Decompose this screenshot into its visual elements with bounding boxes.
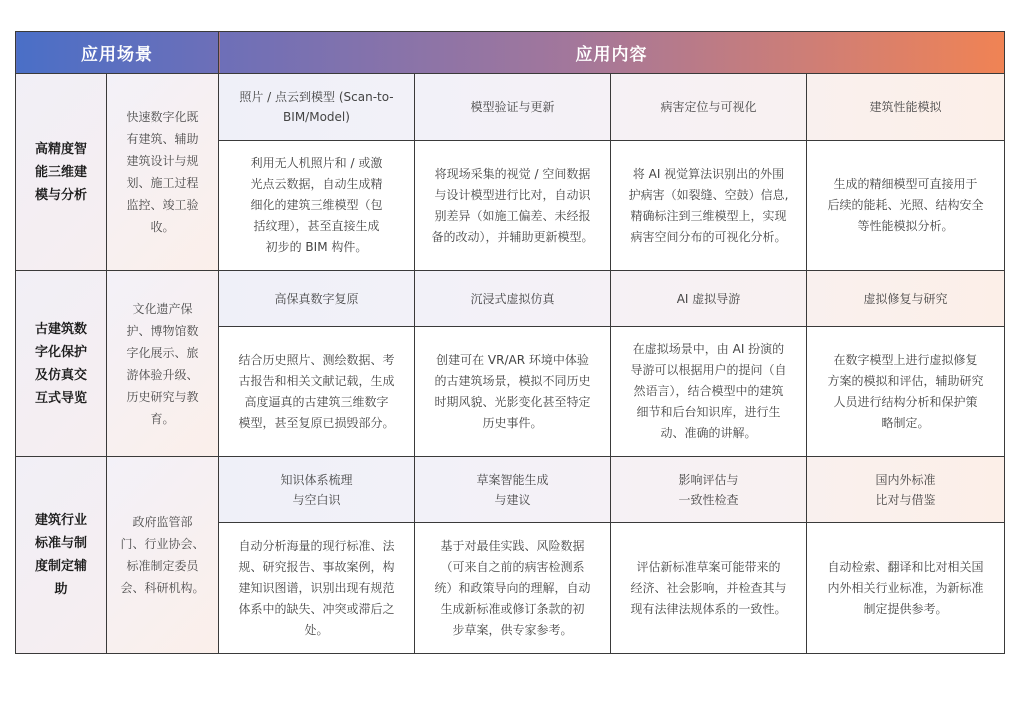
item-content: 自动分析海量的现行标准、法 规、研究报告、事故案例，构 建知识图谱，识别出现有规范 体系中的缺失、冲突或滞后之 处。 xyxy=(219,523,415,654)
item-content: 结合历史照片、测绘数据、考 古报告和相关文献记载，生成 高度逼真的古建筑三维数字 模型，甚至复原已损毁部分。 xyxy=(219,327,415,457)
item-content: 利用无人机照片和 / 或激 光点云数据，自动生成精 细化的建筑三维模型（包 括纹理），甚至直接生成 初步的 BIM 构件。 xyxy=(219,141,415,271)
item-content: 在数字模型上进行虚拟修复 方案的模拟和评估，辅助研究 人员进行结构分析和保护策 略制定。 xyxy=(807,327,1005,457)
item-title: 建筑性能模拟 xyxy=(807,74,1005,141)
scene-name: 建筑行业 标准与制 度制定辅 助 xyxy=(16,457,107,654)
item-content: 生成的精细模型可直接用于 后续的能耗、光照、结构安全 等性能模拟分析。 xyxy=(807,141,1005,271)
scene-description: 文化遗产保 护、博物馆数 字化展示、旅 游体验升级、 历史研究与教 育。 xyxy=(107,271,219,457)
scene-name: 高精度智 能三维建 模与分析 xyxy=(16,74,107,271)
row-1-titles xyxy=(16,74,1005,141)
application-table-container xyxy=(15,31,1004,653)
item-content: 将 AI 视觉算法识别出的外围 护病害（如裂缝、空鼓）信息, 精确标注到三维模型上，实现 病害空间分布的可视化分析。 xyxy=(611,141,807,271)
item-title: 沉浸式虚拟仿真 xyxy=(415,271,611,327)
item-content: 基于对最佳实践、风险数据 （可来自之前的病害检测系 统）和政策导向的理解，自动 生成新标准或修订条款的初 步草案，供专家参考。 xyxy=(415,523,611,654)
item-title: 知识体系梳理 与空白识 xyxy=(219,457,415,523)
header-content: 应用内容 xyxy=(219,32,1005,74)
header-scene: 应用场景 xyxy=(16,32,219,74)
scene-description: 快速数字化既 有建筑、辅助 建筑设计与规 划、施工过程 监控、竣工验 收。 xyxy=(107,74,219,271)
item-content: 将现场采集的视觉 / 空间数据 与设计模型进行比对，自动识 别差异（如施工偏差、未经报 备的改动），并辅助更新模型。 xyxy=(415,141,611,271)
item-content: 自动检索、翻译和比对相关国 内外相关行业标准，为新标准 制定提供参考。 xyxy=(807,523,1005,654)
item-content: 创建可在 VR/AR 环境中体验 的古建筑场景，模拟不同历史 时期风貌、光影变化甚至特定 历史事件。 xyxy=(415,327,611,457)
item-content: 评估新标准草案可能带来的 经济、社会影响，并检查其与 现有法律法规体系的一致性。 xyxy=(611,523,807,654)
row-2-titles xyxy=(16,271,1005,327)
row-3-titles xyxy=(16,457,1005,523)
item-title: 病害定位与可视化 xyxy=(611,74,807,141)
item-title: 草案智能生成 与建议 xyxy=(415,457,611,523)
item-title: 照片 / 点云到模型 (Scan-to- BIM/Model) xyxy=(219,74,415,141)
application-table xyxy=(15,31,1005,654)
item-title: 国内外标准 比对与借鉴 xyxy=(807,457,1005,523)
item-title: AI 虚拟导游 xyxy=(611,271,807,327)
scene-description: 政府监管部 门、行业协会、 标准制定委员 会、科研机构。 xyxy=(107,457,219,654)
item-title: 虚拟修复与研究 xyxy=(807,271,1005,327)
item-title: 高保真数字复原 xyxy=(219,271,415,327)
scene-name: 古建筑数 字化保护 及仿真交 互式导览 xyxy=(16,271,107,457)
item-title: 影响评估与 一致性检查 xyxy=(611,457,807,523)
item-title: 模型验证与更新 xyxy=(415,74,611,141)
item-content: 在虚拟场景中，由 AI 扮演的 导游可以根据用户的提问（自 然语言），结合模型中的建筑 细节和后台知识库，进行生 动、准确的讲解。 xyxy=(611,327,807,457)
